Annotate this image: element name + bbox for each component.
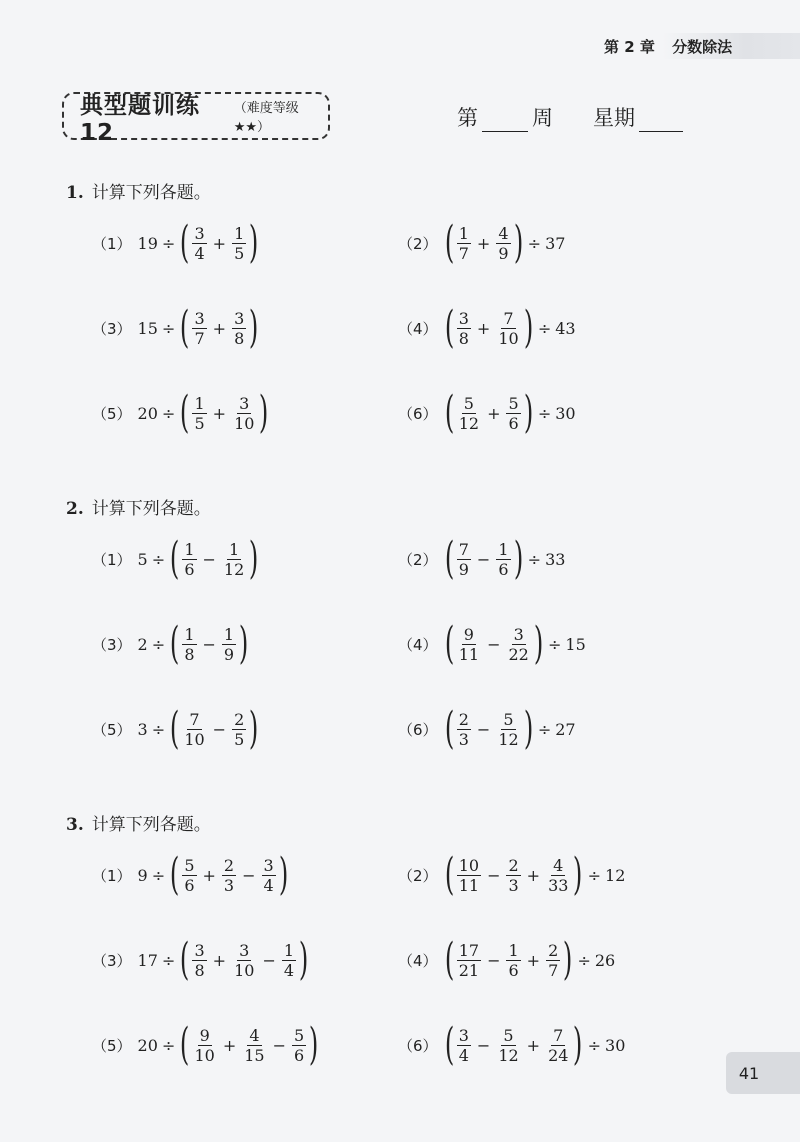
left-paren: (: [444, 618, 454, 669]
problem-label: （2）: [398, 234, 438, 253]
problem-label: （5）: [92, 720, 132, 739]
numerator: 1: [498, 539, 509, 559]
dividend: 19: [137, 233, 158, 253]
operator: −: [476, 1035, 491, 1055]
numerator: 17: [458, 940, 480, 960]
operator: −: [202, 634, 216, 654]
numerator: 3: [239, 940, 250, 960]
problem-label: （6）: [398, 720, 438, 739]
problem: [92, 1019, 319, 1070]
denominator: 4: [194, 243, 205, 263]
numerator: 9: [463, 624, 474, 644]
operator: +: [212, 318, 227, 338]
problem-label: （1）: [92, 550, 132, 569]
denominator: 6: [294, 1045, 305, 1065]
denominator: 9: [498, 243, 509, 263]
dividend: 20: [137, 403, 158, 423]
operator: +: [212, 950, 227, 970]
operator: ÷: [537, 719, 552, 739]
numerator: 1: [508, 940, 519, 960]
dividend: 20: [137, 1035, 158, 1055]
problem-label: （5）: [92, 1036, 132, 1055]
operator: +: [487, 403, 501, 423]
numerator: 5: [503, 709, 514, 729]
dividend: 17: [137, 950, 158, 970]
numerator: 1: [184, 539, 195, 559]
operator: ÷: [527, 549, 542, 569]
right-paren: ): [309, 1019, 319, 1070]
denominator: 12: [223, 559, 245, 579]
fraction: [232, 309, 246, 348]
fraction: [496, 540, 510, 579]
fraction: [457, 1026, 471, 1065]
numerator: 3: [458, 308, 469, 328]
divisor: 12: [605, 865, 626, 885]
operator: −: [487, 950, 501, 970]
numerator: 9: [199, 1025, 210, 1045]
problem-label: （2）: [398, 866, 438, 885]
denominator: 24: [548, 1045, 569, 1065]
fraction: [232, 394, 256, 433]
denominator: 4: [283, 960, 295, 980]
numerator: 1: [234, 223, 245, 243]
fraction: [457, 710, 471, 749]
problem: [398, 703, 576, 754]
left-paren: (: [444, 302, 454, 353]
denominator: 11: [458, 875, 480, 895]
problem: [398, 533, 566, 584]
operator: ÷: [151, 865, 166, 885]
problem-label: （4）: [398, 951, 438, 970]
numerator: 5: [184, 855, 195, 875]
numerator: 5: [463, 393, 474, 413]
operator: +: [526, 1035, 541, 1055]
denominator: 12: [498, 1045, 519, 1065]
numerator: 1: [283, 940, 295, 960]
numerator: 3: [194, 223, 205, 243]
operator: −: [272, 1035, 287, 1055]
dividend: 3: [137, 719, 148, 739]
fraction: [506, 394, 520, 433]
divisor: 26: [594, 950, 616, 970]
fraction: [546, 856, 570, 895]
section-number: 1.: [66, 183, 84, 203]
numerator: 1: [194, 393, 205, 413]
problem-label: （5）: [92, 404, 132, 423]
fraction: [282, 941, 296, 980]
left-paren: (: [180, 387, 190, 438]
problem-label: （3）: [92, 319, 132, 338]
right-paren: ): [563, 934, 573, 985]
page-number-tab: [772, 1052, 800, 1094]
left-paren: (: [444, 1019, 454, 1070]
numerator: 5: [508, 393, 519, 413]
section-title: [66, 178, 211, 203]
denominator: 10: [194, 1045, 215, 1065]
page-number: 41: [726, 1052, 772, 1094]
problem-label: （6）: [398, 1036, 438, 1055]
fraction: [506, 856, 520, 895]
operator: −: [487, 634, 501, 654]
denominator: 11: [458, 644, 480, 664]
dividend: 5: [137, 549, 148, 569]
right-paren: ): [533, 618, 544, 669]
fraction: [457, 856, 481, 895]
section-instruction: 计算下列各题。: [91, 183, 211, 203]
right-paren: ): [513, 217, 523, 268]
fraction: [506, 625, 530, 664]
section-number: 2.: [66, 499, 84, 519]
denominator: 6: [508, 960, 519, 980]
denominator: 9: [223, 644, 235, 664]
denominator: 10: [184, 729, 205, 749]
operator: −: [202, 549, 216, 569]
denominator: 3: [458, 729, 469, 749]
operator: −: [242, 865, 256, 885]
operator: ÷: [161, 1035, 176, 1055]
numerator: 3: [458, 1025, 469, 1045]
numerator: 2: [508, 855, 519, 875]
problem: [398, 302, 576, 353]
fraction: [457, 540, 471, 579]
numerator: 1: [458, 223, 469, 243]
operator: ÷: [587, 865, 602, 885]
left-paren: (: [444, 703, 454, 754]
numerator: 10: [458, 855, 480, 875]
fraction: [496, 710, 520, 749]
right-paren: ): [523, 387, 533, 438]
dividend: 9: [137, 865, 148, 885]
denominator: 21: [458, 960, 480, 980]
title-box: [62, 92, 330, 146]
fraction: [496, 224, 510, 263]
operator: ÷: [151, 634, 166, 654]
numerator: 3: [194, 940, 205, 960]
numerator: 1: [223, 624, 235, 644]
week-label-di: 第: [457, 106, 478, 130]
left-paren: (: [444, 217, 454, 268]
numerator: 4: [249, 1025, 260, 1045]
operator: −: [476, 549, 491, 569]
left-paren: (: [444, 533, 454, 584]
divisor: 37: [545, 233, 566, 253]
right-paren: ): [298, 934, 309, 985]
right-paren: ): [573, 849, 583, 900]
denominator: 8: [234, 328, 245, 348]
denominator: 10: [498, 328, 519, 348]
numerator: 5: [503, 1025, 514, 1045]
divisor: 15: [565, 634, 586, 654]
right-paren: ): [249, 533, 259, 584]
denominator: 12: [458, 413, 480, 433]
problem: [92, 533, 259, 584]
denominator: 7: [548, 960, 559, 980]
fraction: [222, 856, 236, 895]
operator: −: [476, 719, 491, 739]
week-label-zhou: 周: [532, 106, 553, 130]
fraction: [222, 625, 236, 664]
fraction: [457, 941, 481, 980]
right-paren: ): [249, 703, 259, 754]
denominator: 10: [234, 413, 255, 433]
operator: −: [262, 950, 276, 970]
fraction: [457, 309, 471, 348]
fraction: [457, 625, 481, 664]
numerator: 7: [458, 539, 469, 559]
numerator: 2: [548, 940, 559, 960]
left-paren: (: [444, 849, 454, 900]
denominator: 4: [263, 875, 274, 895]
operator: ÷: [161, 950, 176, 970]
numerator: 7: [189, 709, 200, 729]
numerator: 2: [458, 709, 469, 729]
divisor: 43: [555, 318, 576, 338]
right-paren: ): [278, 849, 288, 900]
fraction: [457, 394, 481, 433]
dividend: 15: [137, 318, 158, 338]
problem-label: （3）: [92, 951, 132, 970]
exercise-title: 典型题训练 12: [80, 92, 200, 146]
denominator: 15: [244, 1045, 265, 1065]
problem-label: （2）: [398, 550, 438, 569]
right-paren: ): [249, 217, 259, 268]
operator: ÷: [527, 233, 542, 253]
numerator: 7: [503, 308, 514, 328]
divisor: 27: [555, 719, 576, 739]
denominator: 4: [458, 1045, 469, 1065]
problem-label: （1）: [92, 866, 132, 885]
numerator: 4: [553, 855, 564, 875]
numerator: 3: [194, 308, 205, 328]
right-paren: ): [523, 302, 533, 353]
denominator: 12: [498, 729, 519, 749]
problem: [398, 387, 576, 438]
fraction: [506, 941, 520, 980]
fraction: [546, 941, 560, 980]
fraction: [262, 856, 276, 895]
left-paren: (: [180, 217, 190, 268]
right-paren: ): [513, 533, 523, 584]
right-paren: ): [573, 1019, 583, 1070]
fraction: [192, 941, 206, 980]
problem: [92, 618, 249, 669]
problem-label: （4）: [398, 319, 438, 338]
section-instruction: 计算下列各题。: [91, 815, 211, 835]
operator: +: [526, 950, 541, 970]
dividend: 2: [137, 634, 148, 654]
right-paren: ): [238, 618, 249, 669]
operator: +: [212, 403, 227, 423]
numerator: 2: [234, 709, 245, 729]
problem-label: （1）: [92, 234, 132, 253]
problem: [398, 217, 566, 268]
denominator: 8: [458, 328, 469, 348]
right-paren: ): [249, 302, 259, 353]
operator: +: [212, 233, 227, 253]
operator: ÷: [537, 318, 552, 338]
week-blank: [482, 111, 528, 132]
problem: [398, 1019, 626, 1070]
weekday-label: 星期: [593, 106, 635, 130]
section-title: [66, 494, 211, 519]
operator: −: [487, 865, 501, 885]
left-paren: (: [180, 934, 190, 985]
fraction: [222, 540, 246, 579]
left-paren: (: [180, 1019, 190, 1070]
denominator: 10: [234, 960, 255, 980]
fraction: [496, 1026, 520, 1065]
fraction: [182, 856, 196, 895]
left-paren: (: [180, 302, 190, 353]
operator: ÷: [161, 318, 176, 338]
section-number: 3.: [66, 815, 84, 835]
week-date-line: [457, 102, 687, 132]
chapter-section: 分数除法: [672, 38, 733, 56]
fraction: [292, 1026, 306, 1065]
fraction: [192, 309, 206, 348]
denominator: 8: [184, 644, 195, 664]
fraction: [182, 540, 196, 579]
divisor: 30: [605, 1035, 626, 1055]
operator: +: [476, 233, 491, 253]
left-paren: (: [170, 703, 180, 754]
operator: +: [222, 1035, 237, 1055]
denominator: 7: [458, 243, 469, 263]
section-title: [66, 810, 211, 835]
problem: [92, 387, 270, 438]
numerator: 3: [513, 624, 524, 644]
denominator: 3: [508, 875, 519, 895]
left-paren: (: [170, 849, 180, 900]
fraction: [232, 710, 246, 749]
operator: ÷: [537, 403, 552, 423]
fraction: [232, 224, 246, 263]
operator: ÷: [587, 1035, 602, 1055]
operator: ÷: [577, 950, 591, 970]
denominator: 7: [194, 328, 205, 348]
denominator: 5: [234, 729, 245, 749]
problem: [92, 302, 259, 353]
numerator: 3: [239, 393, 250, 413]
operator: +: [202, 865, 216, 885]
operator: +: [526, 865, 541, 885]
divisor: 33: [545, 549, 566, 569]
denominator: 6: [498, 559, 509, 579]
numerator: 3: [234, 308, 245, 328]
left-paren: (: [170, 533, 180, 584]
right-paren: ): [523, 703, 533, 754]
fraction: [192, 1026, 216, 1065]
fraction: [182, 710, 206, 749]
right-paren: ): [259, 387, 269, 438]
numerator: 1: [228, 539, 240, 559]
section-instruction: 计算下列各题。: [91, 499, 211, 519]
operator: ÷: [161, 233, 176, 253]
problem: [398, 618, 586, 669]
operator: ÷: [151, 549, 166, 569]
denominator: 5: [234, 243, 245, 263]
fraction: [232, 941, 256, 980]
chapter-number: 第 2 章: [604, 38, 655, 56]
denominator: 22: [508, 644, 529, 664]
left-paren: (: [444, 387, 454, 438]
operator: ÷: [548, 634, 562, 654]
problem: [398, 934, 616, 985]
operator: ÷: [161, 403, 176, 423]
difficulty-label: （难度等级★★）: [233, 101, 299, 135]
fraction: [192, 224, 206, 263]
left-paren: (: [444, 934, 454, 985]
problem: [92, 217, 259, 268]
problem-label: （6）: [398, 404, 438, 423]
left-paren: (: [170, 618, 180, 669]
numerator: 3: [263, 855, 274, 875]
denominator: 5: [194, 413, 205, 433]
operator: ÷: [151, 719, 166, 739]
operator: −: [212, 719, 227, 739]
fraction: [546, 1026, 570, 1065]
weekday-blank: [639, 111, 683, 132]
denominator: 9: [458, 559, 469, 579]
fraction: [192, 394, 206, 433]
numerator: 2: [223, 855, 235, 875]
denominator: 6: [508, 413, 519, 433]
numerator: 4: [498, 223, 509, 243]
problem-label: （3）: [92, 635, 132, 654]
chapter-header: [604, 36, 732, 57]
problem: [398, 849, 626, 900]
denominator: 3: [223, 875, 235, 895]
fraction: [496, 309, 520, 348]
problem: [92, 703, 259, 754]
problem-label: （4）: [398, 635, 438, 654]
problem: [92, 849, 289, 900]
fraction: [242, 1026, 266, 1065]
fraction: [182, 625, 196, 664]
numerator: 7: [553, 1025, 564, 1045]
operator: +: [476, 318, 491, 338]
numerator: 1: [184, 624, 195, 644]
denominator: 6: [184, 559, 195, 579]
denominator: 33: [548, 875, 569, 895]
denominator: 8: [194, 960, 205, 980]
problem: [92, 934, 309, 985]
fraction: [457, 224, 471, 263]
divisor: 30: [555, 403, 576, 423]
numerator: 5: [294, 1025, 305, 1045]
denominator: 6: [184, 875, 195, 895]
